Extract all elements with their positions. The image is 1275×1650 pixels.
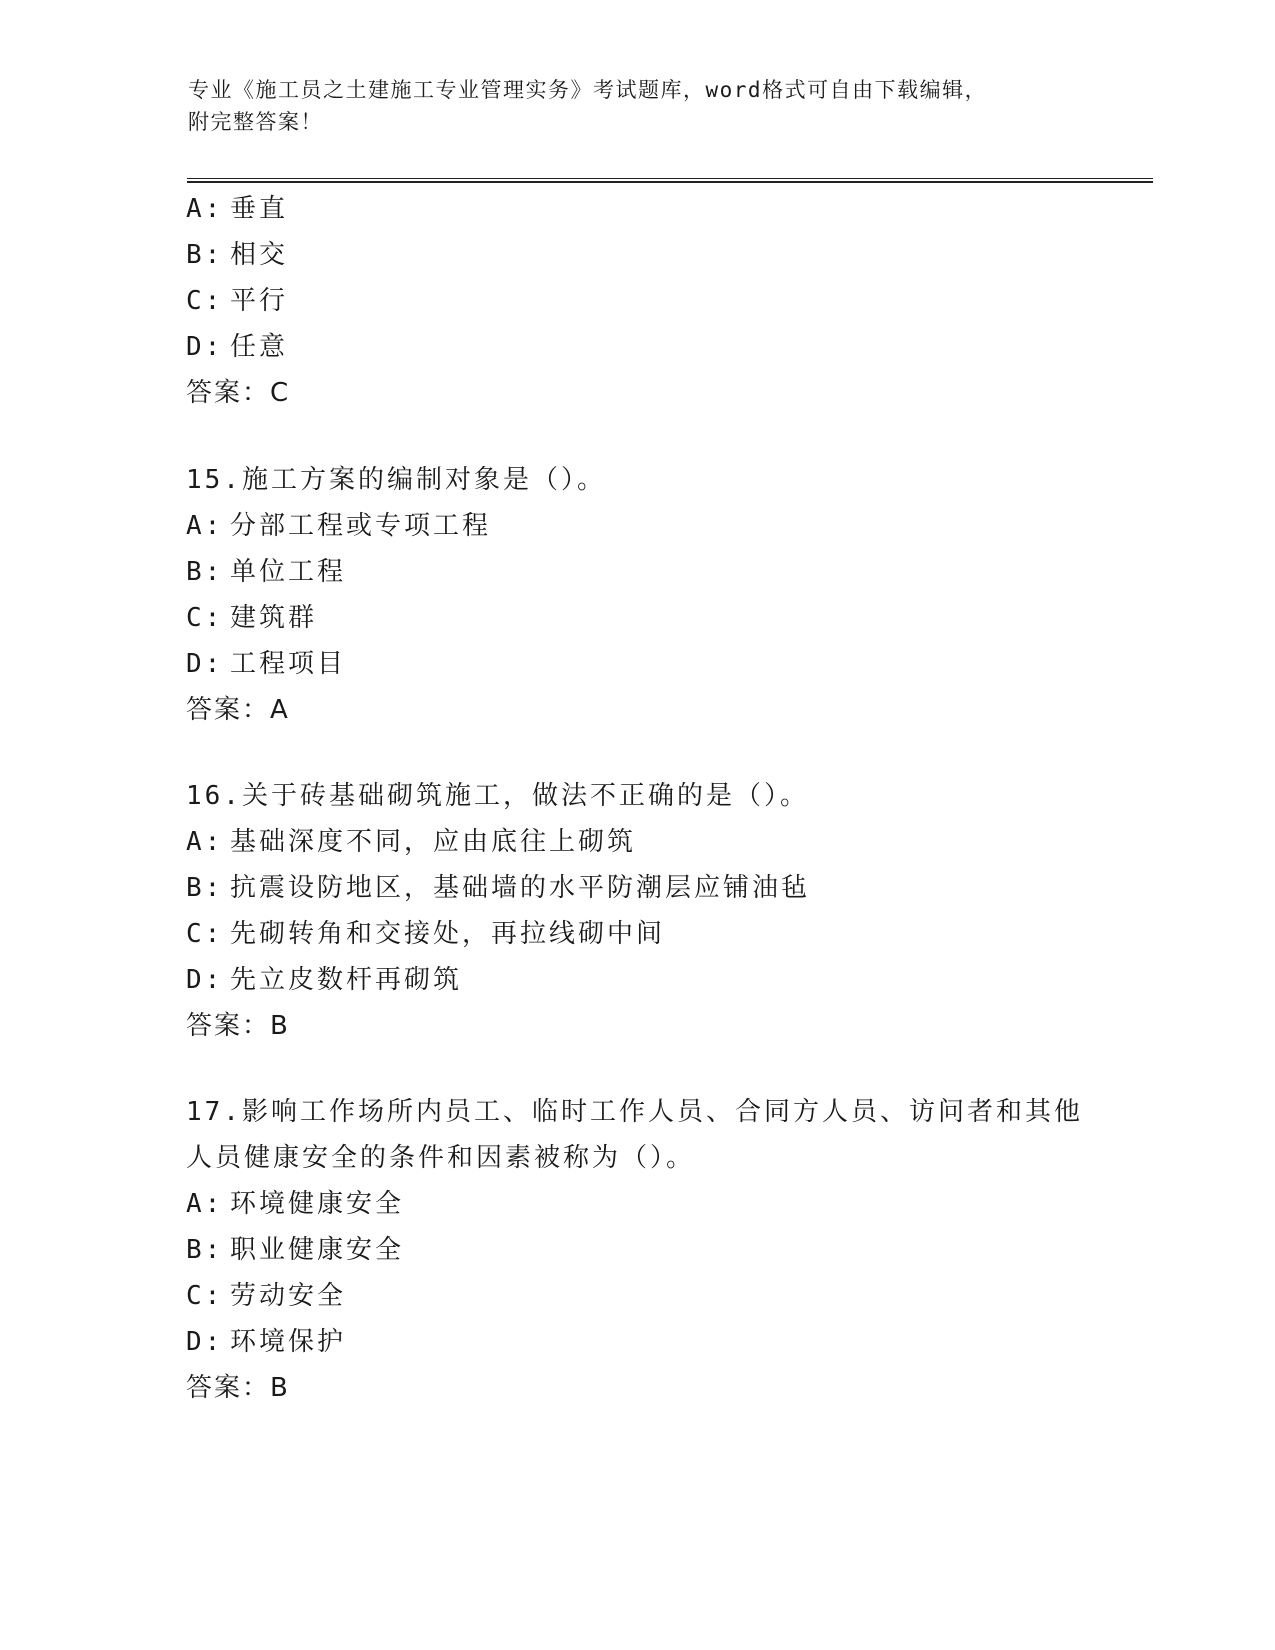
option-c: C: 建筑群: [186, 603, 318, 633]
option-b: B: 相交: [186, 240, 289, 270]
question-15: [186, 457, 1086, 733]
header-line-2: 附完整答案！: [188, 110, 323, 134]
option-c: C: 劳动安全: [186, 1281, 347, 1311]
answer: 答案：C: [186, 378, 291, 408]
option-d: D: 任意: [186, 332, 289, 362]
answer: 答案：B: [186, 1011, 290, 1041]
header-divider: [187, 178, 1153, 183]
question-14: [186, 186, 1086, 416]
option-c: C: 先砌转角和交接处，再拉线砌中间: [186, 919, 666, 949]
option-b: B: 职业健康安全: [186, 1235, 405, 1265]
document-header: [188, 74, 1068, 138]
option-a: A: 环境健康安全: [186, 1189, 405, 1219]
question-text: 15.施工方案的编制对象是（）。: [186, 465, 606, 495]
option-a: A: 垂直: [186, 194, 289, 224]
option-a: A: 基础深度不同，应由底往上砌筑: [186, 827, 637, 857]
question-text-line-2: 人员健康安全的条件和因素被称为（）。: [186, 1143, 696, 1173]
answer: 答案：A: [186, 695, 290, 725]
answer: 答案：B: [186, 1373, 290, 1403]
option-d: D: 环境保护: [186, 1327, 347, 1357]
option-d: D: 先立皮数杆再砌筑: [186, 965, 463, 995]
option-c: C: 平行: [186, 286, 289, 316]
question-16: [186, 773, 1086, 1049]
question-text-line-1: 17.影响工作场所内员工、临时工作人员、合同方人员、访问者和其他: [186, 1097, 1083, 1127]
question-17: [186, 1089, 1086, 1411]
option-a: A: 分部工程或专项工程: [186, 511, 492, 541]
option-d: D: 工程项目: [186, 649, 347, 679]
question-text: 16.关于砖基础砌筑施工，做法不正确的是（）。: [186, 781, 809, 811]
option-b: B: 抗震设防地区，基础墙的水平防潮层应铺油毡: [186, 873, 811, 903]
option-b: B: 单位工程: [186, 557, 347, 587]
header-line-1: 专业《施工员之土建施工专业管理实务》考试题库，word格式可自由下载编辑，: [188, 78, 988, 102]
